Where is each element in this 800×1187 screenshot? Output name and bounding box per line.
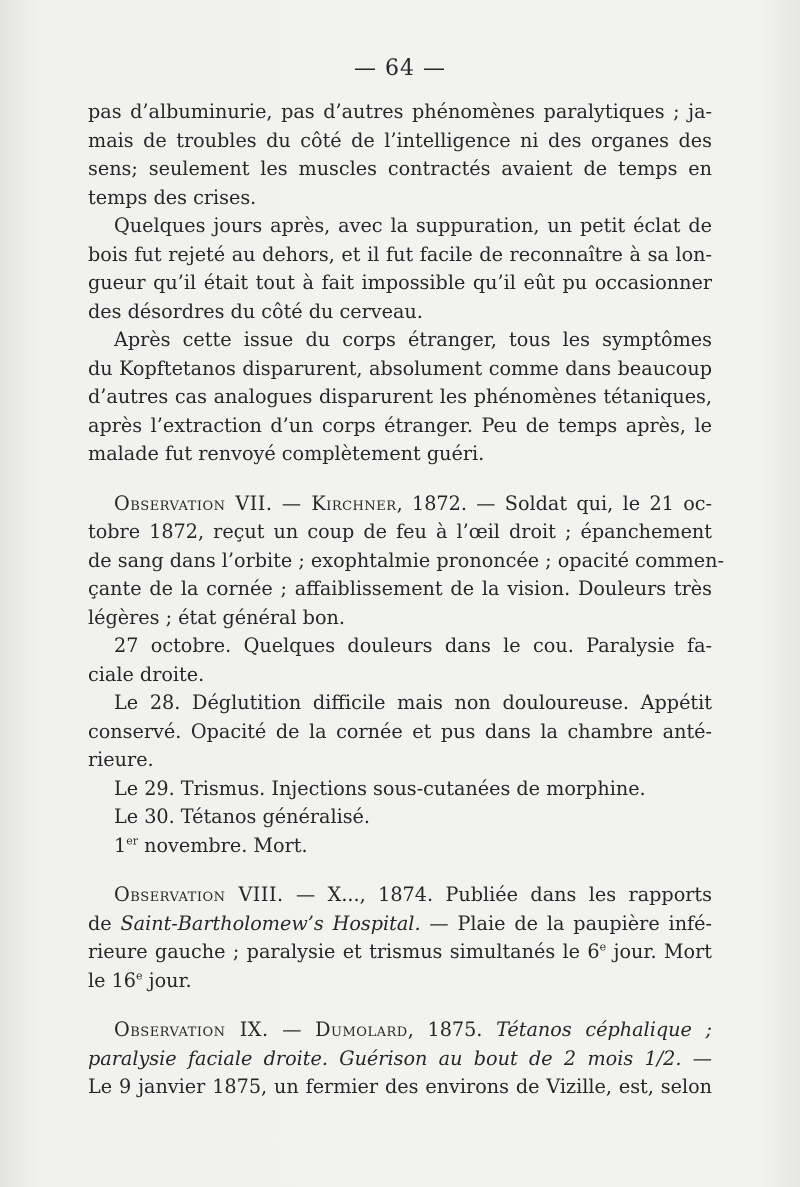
text-line bbox=[88, 832, 712, 861]
text-line: malade fut renvoyé complètement guéri. bbox=[88, 442, 485, 465]
text-run: de bbox=[88, 911, 121, 935]
text-line bbox=[88, 1045, 712, 1074]
text-run: — Plaie de la paupière infé- bbox=[420, 911, 712, 935]
text-line: 27 octobre. Quelques douleurs dans le cou. Paralysie fa- bbox=[114, 634, 712, 657]
text-line: bois fut rejeté au dehors, et il fut facile de reconnaître à sa lon- bbox=[88, 242, 712, 266]
superscript: er bbox=[126, 834, 138, 848]
text-run: novembre. Mort. bbox=[138, 833, 308, 857]
text-line: du Kopftetanos disparurent, absolument comme dans beaucoup bbox=[88, 356, 712, 380]
italic-run: paralysie faciale droite. Guérison au bout de 2 mois 1/2. bbox=[88, 1046, 682, 1070]
observation-9-heading bbox=[88, 1016, 712, 1045]
observation-label: Observation VIII. bbox=[114, 883, 284, 906]
text-line: Après cette issue du corps étranger, tous les symptômes bbox=[114, 328, 712, 351]
text-run: — bbox=[681, 1046, 712, 1070]
superscript: e bbox=[599, 940, 607, 954]
observation-label: Observation IX. bbox=[114, 1018, 269, 1041]
text-line bbox=[88, 967, 712, 996]
italic-run: Saint-Bartholomew’s Hospital. bbox=[120, 911, 421, 935]
text-line: Le 28. Déglutition difficile mais non douloureuse. Appétit bbox=[114, 691, 712, 714]
text-run: rieure gauche ; paralysie et trismus simultanés le 6 bbox=[88, 940, 600, 963]
text-line bbox=[88, 910, 712, 939]
text-line: d’autres cas analogues disparurent les phénomènes tétaniques, bbox=[88, 385, 712, 408]
text-run: 1 bbox=[114, 833, 127, 857]
text-line: après l’extraction d’un corps étranger. Peu de temps après, le bbox=[88, 413, 712, 437]
observation-author: — Kirchner bbox=[281, 491, 397, 515]
text-line: mais de troubles du côté de l’intelligence ni des organes des bbox=[88, 128, 712, 152]
text-line: des désordres du côté du cerveau. bbox=[88, 299, 423, 323]
text-line: légères ; état général bon. bbox=[88, 605, 345, 629]
text-run: , 1872. — Soldat qui, le 21 oc- bbox=[396, 491, 712, 515]
text-line: pas d’albuminurie, pas d’autres phénomènes paralytiques ; ja- bbox=[88, 100, 712, 123]
observation-label: Observation VII. bbox=[114, 491, 273, 515]
page-number: — 64 — bbox=[354, 56, 446, 81]
text-line: Le 30. Tétanos généralisé. bbox=[114, 805, 371, 828]
text-run: , 1875. bbox=[407, 1018, 497, 1041]
observation-author: Dumolard bbox=[315, 1018, 408, 1041]
italic-run: Tétanos céphalique ; bbox=[496, 1018, 712, 1041]
text-run: jour. bbox=[142, 968, 192, 992]
text-line: ciale droite. bbox=[88, 662, 205, 686]
text-line: Le 29. Trismus. Injections sous-cutanées de morphine. bbox=[114, 776, 646, 800]
text-line: çante de la cornée ; affaiblissement de la vision. Douleurs très bbox=[88, 577, 712, 600]
text-line: sens; seulement les muscles contractés avaient de temps en bbox=[88, 157, 712, 180]
superscript: e bbox=[136, 969, 143, 983]
page-text bbox=[88, 98, 724, 1102]
text-line: de sang dans l’orbite ; exophtalmie prononcée ; opacité commen- bbox=[88, 548, 724, 572]
text-line: gueur qu’il était tout à fait impossible qu’il eût pu occasionner bbox=[88, 271, 712, 294]
text-run: — bbox=[268, 1018, 316, 1041]
text-run: jour. Mort bbox=[606, 940, 712, 963]
observation-7-heading bbox=[88, 490, 712, 519]
observation-8-heading bbox=[88, 881, 712, 910]
text-line: Le 9 janvier 1875, un fermier des environs de Vizille, est, selon bbox=[88, 1075, 712, 1098]
text-run: — X..., 1874. Publiée dans les rapports bbox=[283, 883, 712, 906]
text-line: conservé. Opacité de la cornée et pus dans la chambre anté- bbox=[88, 719, 712, 743]
text-line: Quelques jours après, avec la suppuration, un petit éclat de bbox=[114, 214, 712, 237]
text-line bbox=[88, 938, 712, 967]
text-line: tobre 1872, reçut un coup de feu à l’œil droit ; épanchement bbox=[88, 520, 712, 543]
text-line: rieure. bbox=[88, 748, 154, 771]
text-run: le 16 bbox=[88, 968, 137, 992]
text-line: temps des crises. bbox=[88, 185, 257, 209]
